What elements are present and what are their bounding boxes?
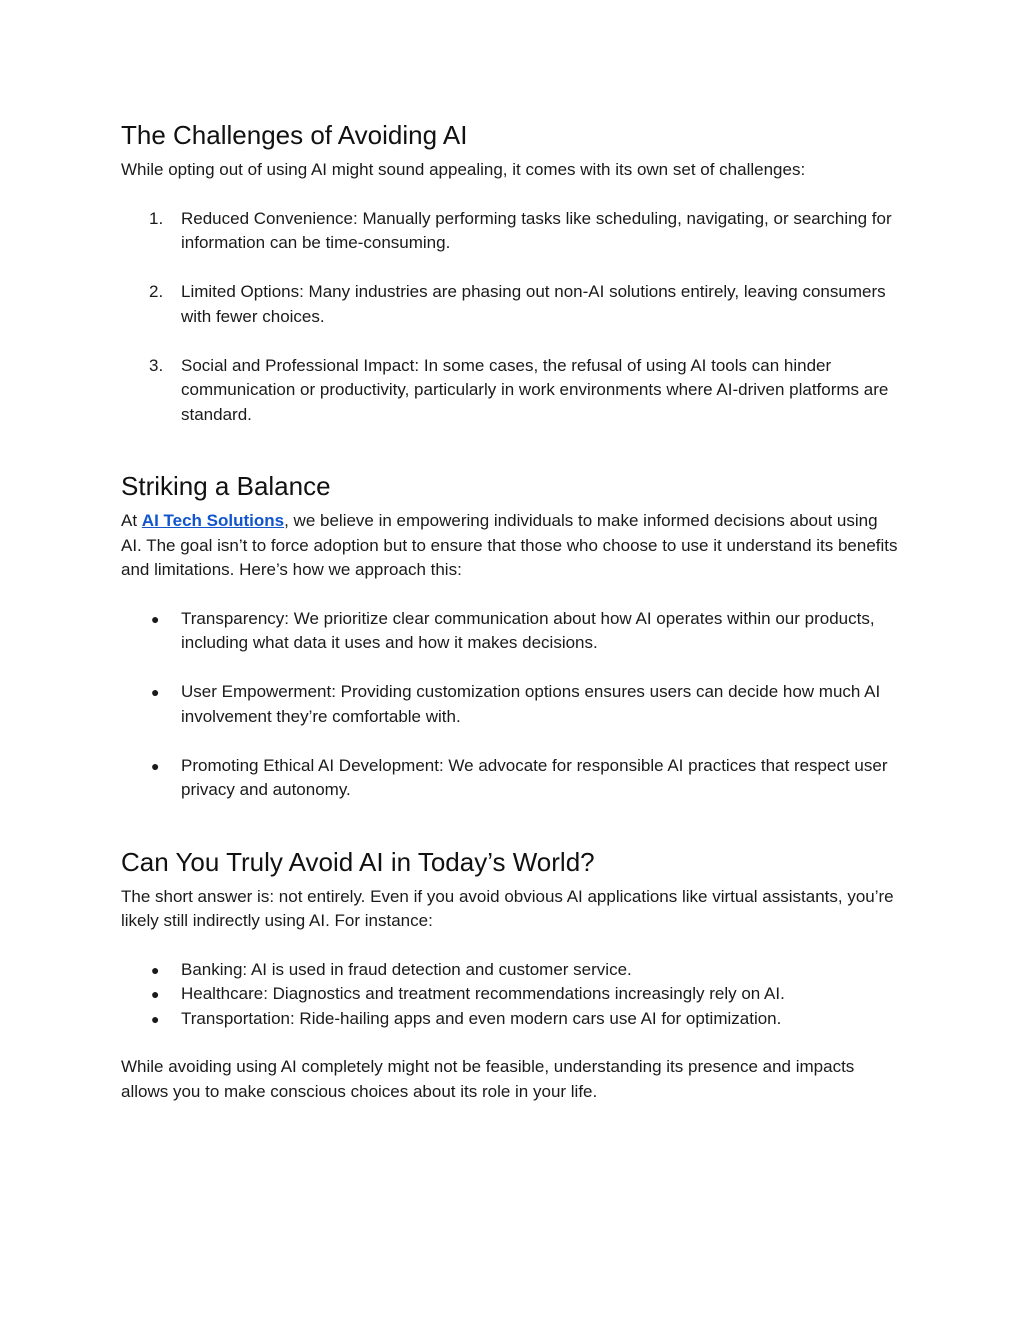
list-marker: 2. — [149, 282, 164, 301]
list-item-text: Social and Professional Impact: In some cases, the refusal of using AI tools can hinder communication or productivity, particularly in work environments where AI-driven platforms are standard. — [181, 355, 889, 424]
bullet-marker: ● — [151, 961, 160, 978]
section-intro: While opting out of using AI might sound appealing, it comes with its own set of challenges: — [121, 160, 806, 179]
section-heading: Striking a Balance — [121, 471, 331, 501]
bullet-list — [121, 607, 901, 803]
bullet-marker: ● — [151, 684, 160, 700]
bullet-marker: ● — [151, 610, 160, 627]
list-item-text: User Empowerment: Providing customization options ensures users can decide how much AI involvement they’re comfortable with. — [181, 682, 881, 726]
list-item-text: Reduced Convenience: Manually performing tasks like scheduling, navigating, or searching for information can be time-consuming. — [181, 208, 892, 252]
list-item-text: Transparency: We prioritize clear communication about how AI operates within our products, including what data it uses and how it makes decisions. — [181, 608, 875, 652]
list-item-text: Promoting Ethical AI Development: We advocate for responsible AI practices that respect user privacy and autonomy. — [181, 755, 888, 799]
list-item — [121, 354, 901, 428]
list-item — [121, 754, 901, 803]
bullet-marker: ● — [151, 986, 160, 1002]
closing-paragraph: While avoiding using AI completely might not be feasible, understanding its presence and impacts allows you to make conscious choices about its role in your life. — [121, 1057, 855, 1101]
list-item — [121, 280, 901, 329]
intro-prefix: At — [121, 511, 142, 530]
bullet-list — [121, 958, 901, 1032]
list-item-text: Transportation: Ride-hailing apps and even modern cars use AI for optimization. — [181, 1008, 782, 1028]
bullet-marker: ● — [151, 757, 160, 774]
company-link[interactable]: AI Tech Solutions — [141, 511, 285, 530]
list-item-text: Limited Options: Many industries are phasing out non-AI solutions entirely, leaving consumers with fewer choices. — [181, 282, 886, 326]
section-intro — [121, 509, 901, 583]
list-item-text: Banking: AI is used in fraud detection and customer service. — [181, 959, 632, 979]
list-item-text: Healthcare: Diagnostics and treatment recommendations increasingly rely on AI. — [181, 984, 785, 1003]
bullet-marker: ● — [151, 1010, 160, 1027]
list-item — [121, 607, 901, 656]
list-marker: 3. — [149, 355, 164, 375]
list-item — [121, 958, 901, 983]
numbered-list — [121, 207, 901, 428]
document-page — [121, 118, 901, 1104]
list-item — [121, 207, 901, 256]
section-intro: The short answer is: not entirely. Even if you avoid obvious AI applications like virtual assistants, you’re likely still indirectly using AI. For instance: — [121, 886, 894, 930]
list-item — [121, 1007, 901, 1032]
intro-suffix: , we believe in empowering individuals to make informed decisions about using AI. The goal isn’t to force adoption but to ensure that those who choose to use it understand its benefits and limitations. Here’s how we approach this: — [121, 511, 898, 579]
section-avoid-ai — [121, 845, 901, 1105]
section-balance — [121, 469, 901, 803]
list-marker: 1. — [149, 208, 164, 228]
section-heading: Can You Truly Avoid AI in Today’s World? — [121, 846, 595, 877]
section-heading: The Challenges of Avoiding AI — [121, 120, 468, 150]
list-item — [121, 680, 901, 729]
list-item — [121, 982, 901, 1007]
section-challenges — [121, 118, 901, 427]
